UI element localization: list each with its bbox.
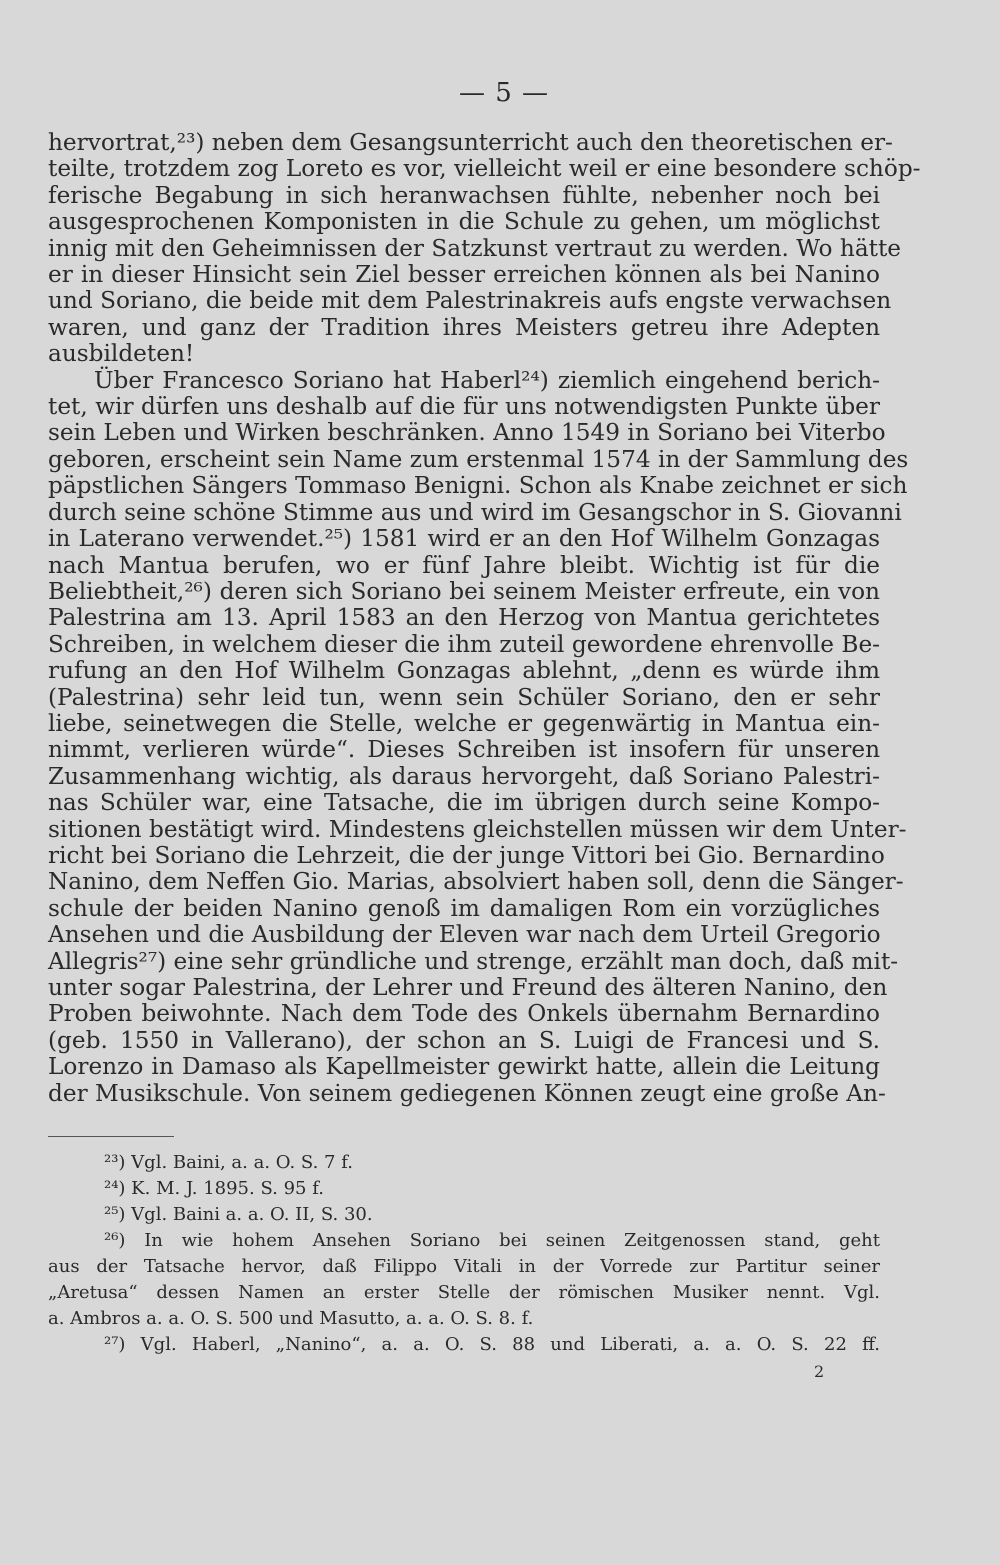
footnotes [48, 1150, 880, 1358]
text-line: nas Schüler war, eine Tatsache, die im übrigen durch seine Kompo- [48, 789, 880, 817]
footnote-line: ²⁵) Vgl. Baini a. a. O. II, S. 30. [104, 1204, 373, 1225]
text-line: Proben beiwohnte. Nach dem Tode des Onkels übernahm Bernardino [48, 1000, 880, 1028]
text-line: Palestrina am 13. April 1583 an den Herzog von Mantua gerichtetes [48, 604, 880, 632]
text-line: sein Leben und Wirken beschränken. Anno 1549 in Soriano bei Viterbo [48, 419, 886, 447]
text-line: rufung an den Hof Wilhelm Gonzagas ablehnt, „denn es würde ihm [48, 657, 880, 685]
footnote-line: aus der Tatsache hervor, daß Filippo Vitali in der Vorrede zur Partitur seiner [48, 1256, 880, 1277]
footnote-line: „Aretusa“ dessen Namen an erster Stelle der römischen Musiker nennt. Vgl. [48, 1282, 880, 1303]
text-line: teilte, trotzdem zog Loreto es vor, vielleicht weil er eine besondere schöp- [48, 155, 921, 183]
text-line: ausgesprochenen Komponisten in die Schule zu gehen, um möglichst [48, 208, 880, 236]
text-line: päpstlichen Sängers Tommaso Benigni. Schon als Knabe zeichnet er sich [48, 472, 908, 500]
text-line: richt bei Soriano die Lehrzeit, die der junge Vittori bei Gio. Bernardino [48, 841, 885, 869]
text-line: schule der beiden Nanino genoß im damaligen Rom ein vorzügliches [48, 894, 880, 922]
text-line: geboren, erscheint sein Name zum erstenmal 1574 in der Sammlung des [48, 445, 909, 473]
text-line: Über Francesco Soriano hat Haberl²⁴) ziemlich eingehend berich- [94, 366, 880, 394]
signature-mark: 2 [814, 1362, 825, 1381]
text-line: waren, und ganz der Tradition ihres Meisters getreu ihre Adepten [48, 313, 880, 341]
text-line: ausbildeten! [48, 340, 195, 368]
text-line: Beliebtheit,²⁶) deren sich Soriano bei seinem Meister erfreute, ein von [48, 577, 880, 605]
text-line: der Musikschule. Von seinem gediegenen Können zeugt eine große An- [48, 1079, 886, 1107]
text-line: (Palestrina) sehr leid tun, wenn sein Schüler Soriano, den er sehr [48, 683, 880, 711]
text-line: Schreiben, in welchem dieser die ihm zuteil gewordene ehrenvolle Be- [48, 630, 880, 658]
footnote-line: ²⁷) Vgl. Haberl, „Nanino“, a. a. O. S. 88 und Liberati, a. a. O. S. 22 ff. [104, 1334, 880, 1355]
text-line: unter sogar Palestrina, der Lehrer und Freund des älteren Nanino, den [48, 974, 888, 1001]
text-line: in Laterano verwendet.²⁵) 1581 wird er an den Hof Wilhelm Gonzagas [48, 525, 880, 553]
page-number: — 5 — [458, 78, 550, 108]
footnote-line: ²⁴) K. M. J. 1895. S. 95 f. [104, 1178, 324, 1199]
footnote-line: ²³) Vgl. Baini, a. a. O. S. 7 f. [104, 1152, 353, 1173]
text-line: Nanino, dem Neffen Gio. Marias, absolviert haben soll, denn die Sänger- [48, 868, 904, 896]
text-line: nimmt, verlieren würde“. Dieses Schreiben ist insofern für unseren [48, 736, 880, 764]
text-line: Zusammenhang wichtig, als daraus hervorgeht, daß Soriano Palestri- [48, 762, 880, 790]
text-line: (geb. 1550 in Vallerano), der schon an S. Luigi de Francesi und S. [48, 1026, 880, 1054]
text-line: Allegris²⁷) eine sehr gründliche und strenge, erzählt man doch, daß mit- [48, 947, 899, 975]
text-line: hervortrat,²³) neben dem Gesangsunterricht auch den theoretischen er- [48, 129, 893, 156]
text-line: Lorenzo in Damaso als Kapellmeister gewirkt hatte, allein die Leitung [48, 1053, 880, 1081]
text-line: nach Mantua berufen, wo er fünf Jahre bleibt. Wichtig ist für die [48, 551, 880, 579]
text-line: er in dieser Hinsicht sein Ziel besser erreichen können als bei Nanino [48, 261, 880, 289]
footnote-divider [48, 1136, 174, 1137]
text-line: innig mit den Geheimnissen der Satzkunst vertraut zu werden. Wo hätte [48, 234, 902, 262]
text-line: und Soriano, die beide mit dem Palestrinakreis aufs engste verwachsen [48, 287, 892, 315]
text-line: tet, wir dürfen uns deshalb auf die für uns notwendigsten Punkte über [48, 393, 880, 421]
text-line: sitionen bestätigt wird. Mindestens gleichstellen müssen wir dem Unter- [48, 815, 907, 843]
body-text [48, 129, 921, 1107]
footnote-line: ²⁶) In wie hohem Ansehen Soriano bei seinen Zeitgenossen stand, geht [104, 1230, 880, 1251]
text-line: ferische Begabung in sich heranwachsen fühlte, nebenher noch bei [48, 181, 880, 209]
text-line: Ansehen und die Ausbildung der Eleven war nach dem Urteil Gregorio [48, 921, 881, 949]
text-line: liebe, seinetwegen die Stelle, welche er gegenwärtig in Mantua ein- [48, 709, 880, 737]
text-line: durch seine schöne Stimme aus und wird im Gesangschor in S. Giovanni [48, 498, 902, 526]
footnote-line: a. Ambros a. a. O. S. 500 und Masutto, a. a. O. S. 8. f. [48, 1308, 534, 1329]
